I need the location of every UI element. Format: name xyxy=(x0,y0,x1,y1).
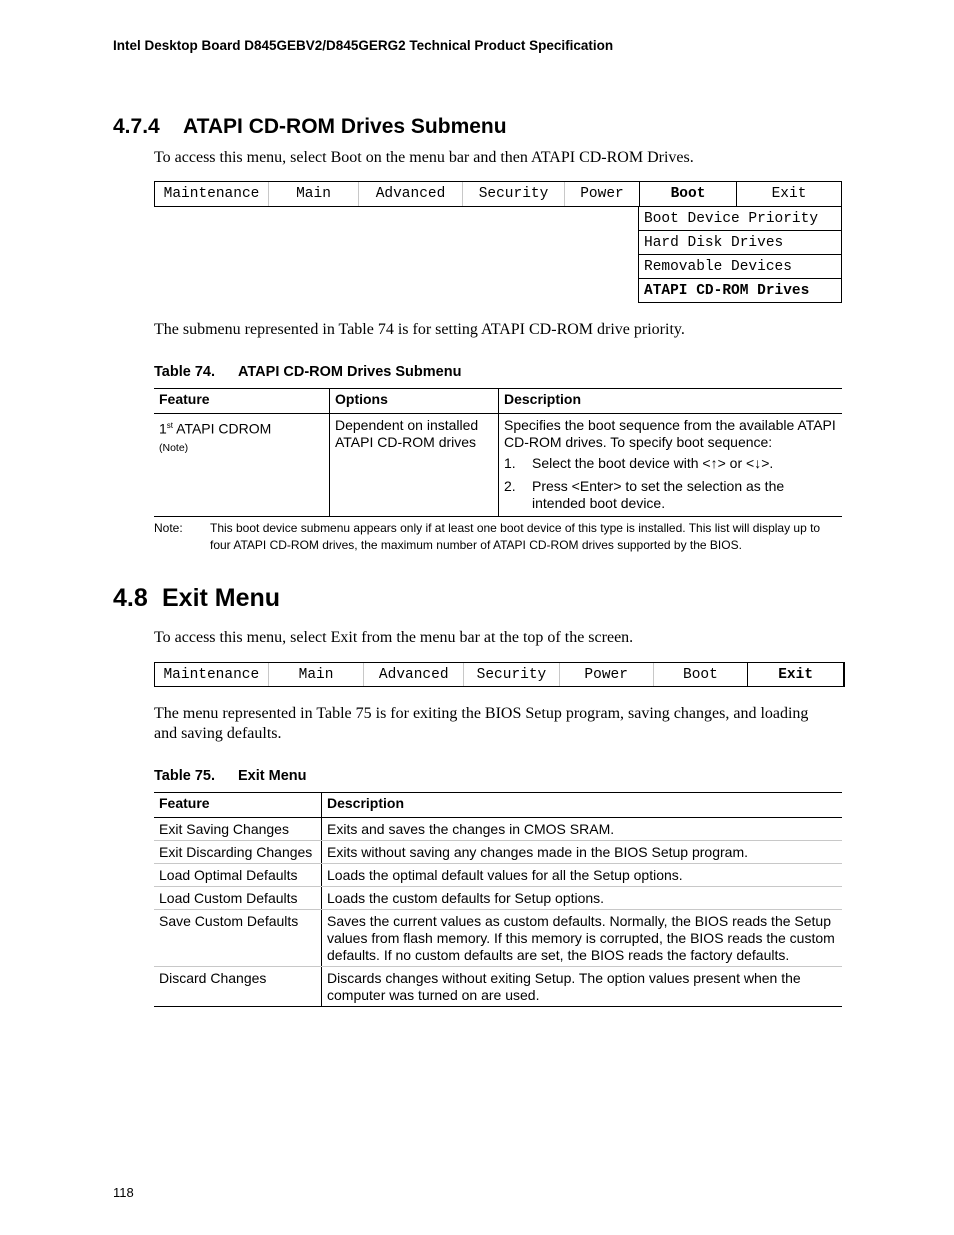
menu-item-exit[interactable]: Exit xyxy=(771,186,807,202)
table-row xyxy=(154,841,842,864)
section-title: Exit Menu xyxy=(162,584,281,612)
feature-cell: Exit Saving Changes xyxy=(154,818,322,841)
feature-cell xyxy=(154,414,330,517)
table-row xyxy=(154,864,842,887)
table-header-options: Options xyxy=(330,389,499,414)
menu-item-advanced[interactable]: Advanced xyxy=(359,182,463,206)
section-intro-paragraph: To access this menu, select Boot on the menu bar and then ATAPI CD-ROM Drives. xyxy=(154,149,694,166)
menu-item-maintenance[interactable]: Maintenance xyxy=(155,182,269,206)
feature-cell: Exit Discarding Changes xyxy=(154,841,322,864)
feature-cell: Load Custom Defaults xyxy=(154,887,322,910)
feature-number: 1 xyxy=(159,420,167,437)
step-number: 1. xyxy=(504,455,516,471)
note-text: This boot device submenu appears only if at least one boot device of this type is installed. This list will display up to four ATAPI CD-ROM drives, the maximum number of ATAPI CD-ROM drives supported by the BIOS. xyxy=(210,521,821,552)
submenu-item-removable-devices[interactable]: Removable Devices xyxy=(639,254,841,278)
description-cell: Loads the optimal default values for all the Setup options. xyxy=(322,864,843,887)
description-cell: Saves the current values as custom defaults. Normally, the BIOS reads the Setup values from flash memory. If this memory is corrupted, the BIOS reads the custom defaults. If no custom defaults are set, the BIOS reads the factory defaults. xyxy=(322,910,843,967)
note-label: Note: xyxy=(154,521,183,535)
description-text: Specifies the boot sequence from the available ATAPI CD-ROM drives. To specify boot sequence: xyxy=(504,417,836,450)
table-75 xyxy=(154,792,842,1007)
table-header-feature: Feature xyxy=(154,793,322,818)
section-number: 4.8 xyxy=(113,584,148,612)
menu-item-main[interactable]: Main xyxy=(269,182,359,206)
options-cell: Dependent on installed ATAPI CD-ROM drives xyxy=(330,414,499,517)
menu-item-advanced[interactable]: Advanced xyxy=(364,663,464,686)
list-item xyxy=(504,478,837,512)
submenu-item-boot-device-priority[interactable]: Boot Device Priority xyxy=(639,206,841,230)
description-cell xyxy=(499,414,843,517)
table-row xyxy=(154,414,842,517)
submenu-item-atapi-cdrom-drives[interactable]: ATAPI CD-ROM Drives xyxy=(639,278,841,302)
menu-item-boot[interactable]: Boot xyxy=(683,666,718,683)
table-74-caption xyxy=(154,364,461,380)
step-number: 2. xyxy=(504,478,516,494)
menu-item-power[interactable]: Power xyxy=(580,186,624,202)
table-header-description: Description xyxy=(499,389,843,414)
submenu-item-hard-disk-drives[interactable]: Hard Disk Drives xyxy=(639,230,841,254)
menu-item-exit[interactable]: Exit xyxy=(747,663,844,686)
exit-menu-description-paragraph: The menu represented in Table 75 is for exiting the BIOS Setup program, saving changes, and loading and saving defaults. xyxy=(154,705,809,742)
feature-cell: Discard Changes xyxy=(154,967,322,1007)
feature-cell: Save Custom Defaults xyxy=(154,910,322,967)
table-label: Table 74. xyxy=(154,364,215,380)
menu-item-security[interactable]: Security xyxy=(464,663,560,686)
menu-item-security[interactable]: Security xyxy=(463,182,565,206)
section-heading-4-8 xyxy=(113,584,280,613)
table-label: Table 75. xyxy=(154,768,215,784)
menu-bar-boot xyxy=(154,181,842,207)
step-text: Select the boot device with <↑> or <↓>. xyxy=(532,455,774,471)
feature-cell: Load Optimal Defaults xyxy=(154,864,322,887)
description-cell: Discards changes without exiting Setup. The option values present when the computer was turned on are used. xyxy=(322,967,843,1007)
step-text: Press <Enter> to set the selection as the intended boot device. xyxy=(532,478,785,511)
menu-item-boot[interactable]: Boot xyxy=(639,182,737,206)
section-intro-paragraph: To access this menu, select Exit from the menu bar at the top of the screen. xyxy=(154,629,634,646)
section-number: 4.7.4 xyxy=(113,115,160,138)
menu-item-maintenance[interactable]: Maintenance xyxy=(155,663,269,686)
list-item xyxy=(504,455,837,472)
menu-item-main[interactable]: Main xyxy=(269,663,365,686)
feature-name: ATAPI CDROM xyxy=(173,420,272,437)
table-title: Exit Menu xyxy=(238,768,307,784)
table-note xyxy=(154,520,844,554)
menu-item-power[interactable]: Power xyxy=(560,663,654,686)
table-74 xyxy=(154,388,842,517)
page-number: 118 xyxy=(113,1185,134,1200)
section-heading-4-7-4 xyxy=(113,115,507,139)
description-cell: Exits and saves the changes in CMOS SRAM. xyxy=(322,818,843,841)
description-cell: Exits without saving any changes made in the BIOS Setup program. xyxy=(322,841,843,864)
section-title: ATAPI CD-ROM Drives Submenu xyxy=(183,115,507,138)
boot-submenu xyxy=(638,206,842,303)
submenu-description-paragraph: The submenu represented in Table 74 is for setting ATAPI CD-ROM drive priority. xyxy=(154,321,685,338)
menu-bar-exit xyxy=(154,662,845,687)
feature-note-ref: (Note) xyxy=(159,441,189,454)
table-row xyxy=(154,887,842,910)
steps-list xyxy=(504,455,837,512)
table-row xyxy=(154,967,842,1007)
table-header-description: Description xyxy=(322,793,843,818)
table-title: ATAPI CD-ROM Drives Submenu xyxy=(238,364,462,380)
table-row xyxy=(154,818,842,841)
running-header: Intel Desktop Board D845GEBV2/D845GERG2 Technical Product Specification xyxy=(113,38,614,53)
table-row xyxy=(154,910,842,967)
table-75-caption xyxy=(154,768,306,784)
table-header-feature: Feature xyxy=(154,389,330,414)
description-cell: Loads the custom defaults for Setup options. xyxy=(322,887,843,910)
feature-ordinal-suffix: st xyxy=(166,421,174,430)
